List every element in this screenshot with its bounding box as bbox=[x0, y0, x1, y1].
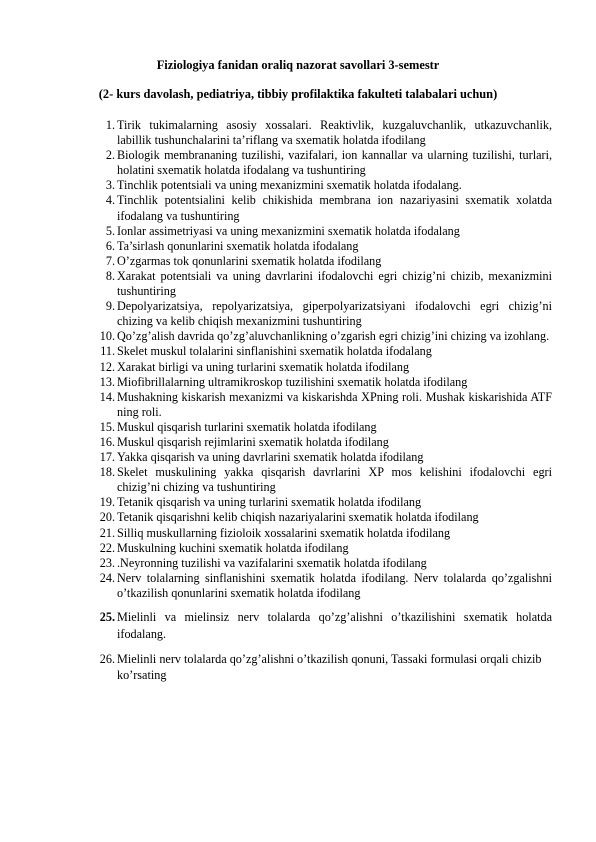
list-item bbox=[100, 526, 552, 541]
item-number: 12. bbox=[99, 359, 115, 374]
list-item bbox=[100, 435, 552, 450]
item-text: Ionlar assimetriyasi va uning mexanizmini sxematik holatda ifodalang bbox=[117, 223, 460, 238]
item-text: Qo’zg’alish davrida qo’zg’aluvchanlikning o’zgarish egri chizig’ini chizing va izohlang. bbox=[117, 329, 550, 344]
list-item bbox=[100, 495, 552, 510]
item-text: Xarakat birligi va uning turlarini sxematik holatda ifodilang bbox=[117, 359, 410, 374]
list-item bbox=[100, 269, 552, 299]
item-text: Depolyarizatsiya, repolyarizatsiya, giperpolyarizatsiyani ifodalovchi egri chizig’ni chizing va kelib chiqish mexanizmini tushuntiring bbox=[117, 299, 552, 329]
item-number: 23. bbox=[99, 555, 115, 570]
list-item bbox=[100, 571, 552, 601]
item-number: 25. bbox=[99, 610, 115, 624]
item-text: Nerv tolalarning sinflanishini sxematik holatda ifodilang. Nerv tolalarda qo’zgalishni o’tkazilish qonunlarini sxematik holatda ifodilang bbox=[117, 570, 552, 600]
item-text: Tetanik qisqarish va uning turlarini sxematik holatda ifodilang bbox=[117, 495, 422, 510]
item-number: 18. bbox=[99, 465, 115, 480]
list-item bbox=[100, 450, 552, 465]
question-list bbox=[100, 118, 552, 684]
item-number: 16. bbox=[99, 434, 115, 449]
item-number: 1. bbox=[105, 118, 115, 132]
list-item bbox=[100, 360, 552, 375]
list-item bbox=[100, 541, 552, 556]
list-item bbox=[100, 420, 552, 435]
list-item bbox=[100, 118, 552, 148]
item-text: Skelet muskul tolalarini sinflanishini sxematik holatda ifodalang bbox=[117, 344, 432, 359]
item-number: 5. bbox=[105, 223, 115, 238]
item-number: 22. bbox=[99, 540, 115, 555]
item-number: 19. bbox=[99, 495, 115, 510]
item-text: Silliq muskullarning fizioloik xossalarini sxematik holatda ifodilang bbox=[117, 525, 451, 540]
list-item bbox=[100, 651, 552, 685]
item-text: Muskul qisqarish rejimlarini sxematik holatda ifodilang bbox=[117, 434, 389, 449]
item-text: Tetanik qisqarishni kelib chiqish nazariyalarini sxematik holatda ifodilang bbox=[117, 510, 479, 525]
item-number: 14. bbox=[99, 389, 115, 404]
item-number: 8. bbox=[105, 268, 115, 283]
item-number: 4. bbox=[105, 193, 115, 208]
item-text: Tinchlik potentsiali va uning mexanizmini sxematik holatda ifodalang. bbox=[117, 178, 462, 193]
list-item bbox=[100, 224, 552, 239]
list-item bbox=[100, 193, 552, 223]
item-text: Biologik membrananing tuzilishi, vazifalari, ion kannallar va ularning tuzilishi, turlari, holatini sxematik holatda ifodalang va tushuntiring bbox=[117, 148, 552, 178]
list-item bbox=[100, 329, 552, 344]
document-subtitle: (2- kurs davolash, pediatriya, tibbiy profilaktika fakulteti talabalari uchun) bbox=[98, 87, 498, 101]
item-text: O’zgarmas tok qonunlarini sxematik holatda ifodilang bbox=[117, 253, 382, 268]
list-item bbox=[100, 465, 552, 495]
item-number: 7. bbox=[105, 253, 115, 268]
item-number: 15. bbox=[99, 419, 115, 434]
list-item bbox=[100, 609, 552, 643]
list-item bbox=[100, 254, 552, 269]
document-title: Fiziologiya fanidan oraliq nazorat savollari 3-semestr bbox=[156, 58, 440, 72]
item-text: Xarakat potentsiali va uning davrlarini ifodalovchi egri chizig’ni chizib, mexanizmini tushuntiring bbox=[117, 268, 552, 299]
list-item bbox=[100, 239, 552, 254]
list-item bbox=[100, 148, 552, 178]
item-number: 9. bbox=[105, 299, 115, 314]
item-text: Tinchlik potentsialini kelib chikishida membrana ion nazariyasini sxematik xolatda ifodalang va tushuntiring bbox=[117, 193, 552, 223]
list-item bbox=[100, 299, 552, 329]
item-number: 10. bbox=[99, 329, 115, 344]
list-item bbox=[100, 556, 552, 571]
item-text: Yakka qisqarish va uning davrlarini sxematik holatda ifodilang bbox=[117, 450, 424, 465]
list-item bbox=[100, 510, 552, 525]
item-number: 3. bbox=[105, 178, 115, 193]
item-text: Skelet muskulining yakka qisqarish davrlarini XP mos kelishini ifodalovchi egri chizig’ni chizing va tushuntiring bbox=[117, 465, 552, 495]
item-number: 13. bbox=[99, 374, 115, 389]
item-number: 17. bbox=[99, 450, 115, 465]
item-number: 24. bbox=[99, 570, 115, 585]
item-text: Muskulning kuchini sxematik holatda ifodilang bbox=[117, 540, 349, 555]
item-number: 21. bbox=[99, 525, 115, 540]
item-text: Muskul qisqarish turlarini sxematik holatda ifodilang bbox=[117, 419, 377, 434]
item-number: 20. bbox=[99, 510, 115, 525]
item-text: .Neyronning tuzilishi va vazifalarini sxematik holatda ifodilang bbox=[117, 555, 427, 570]
item-text: Tirik tukimalarning asosiy xossalari. Reaktivlik, kuzgaluvchanlik, utkazuvchanlik, labillik tushunchalarini ta’riflang va sxematik holatda ifodilang bbox=[117, 118, 552, 148]
item-number: 26. bbox=[99, 651, 115, 666]
list-item bbox=[100, 375, 552, 390]
list-item bbox=[100, 390, 552, 420]
item-text: Mielinli nerv tolalarda qo’zg’alishni o’tkazilish qonuni, Tassaki formulasi orqali chizib ko’rsating bbox=[117, 651, 542, 683]
item-number: 2. bbox=[105, 148, 115, 163]
item-text: Mielinli va mielinsiz nerv tolalarda qo’zg’alishni o’tkazilishini sxematik holatda ifodalang. bbox=[117, 610, 552, 641]
item-text: Mushakning kiskarish mexanizmi va kiskarishda XPning roli. Mushak kiskarishida ATF ning roli. bbox=[117, 389, 552, 419]
list-item bbox=[100, 344, 552, 359]
item-text: Ta’sirlash qonunlarini sxematik holatda ifodalang bbox=[117, 238, 359, 253]
list-item bbox=[100, 178, 552, 193]
item-number: 6. bbox=[105, 238, 115, 253]
item-text: Miofibrillalarning ultramikroskop tuzilishini sxematik holatda ifodilang bbox=[117, 374, 468, 389]
item-number: 11. bbox=[100, 344, 115, 359]
